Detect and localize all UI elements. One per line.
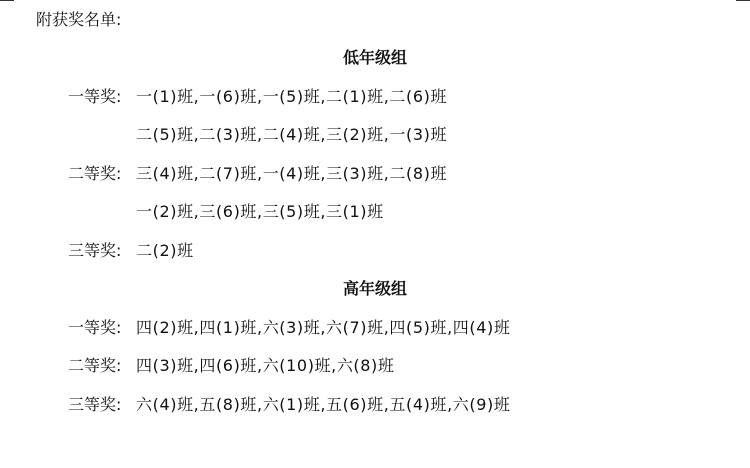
page-corner-mark-left [0,0,14,1]
award-label-upper-first: 一等奖: [68,318,122,337]
award-label-lower-third: 三等奖: [68,241,122,260]
award-line-lower-first-2: 二(5)班,二(3)班,二(4)班,三(2)班,一(3)班 [136,125,448,144]
award-line-lower-second-1: 三(4)班,二(7)班,一(4)班,三(3)班,二(8)班 [136,164,448,183]
award-line-upper-second-1: 四(3)班,四(6)班,六(10)班,六(8)班 [136,356,395,375]
award-label-lower-second: 二等奖: [68,164,122,183]
group-title-lower: 低年级组 [342,48,407,67]
award-label-lower-first: 一等奖: [68,87,122,106]
intro-heading: 附获奖名单: [36,10,122,29]
award-line-lower-second-2: 一(2)班,三(6)班,三(5)班,三(1)班 [136,202,384,221]
award-line-upper-third-1: 六(4)班,五(8)班,六(1)班,五(6)班,五(4)班,六(9)班 [136,395,511,414]
award-line-lower-third-1: 二(2)班 [136,241,194,260]
group-title-upper: 高年级组 [342,279,407,298]
award-label-upper-second: 二等奖: [68,356,122,375]
award-line-lower-first-1: 一(1)班,一(6)班,一(5)班,二(1)班,二(6)班 [136,87,448,106]
page-corner-mark-right [736,0,750,1]
award-line-upper-first-1: 四(2)班,四(1)班,六(3)班,六(7)班,四(5)班,四(4)班 [136,318,511,337]
award-label-upper-third: 三等奖: [68,395,122,414]
